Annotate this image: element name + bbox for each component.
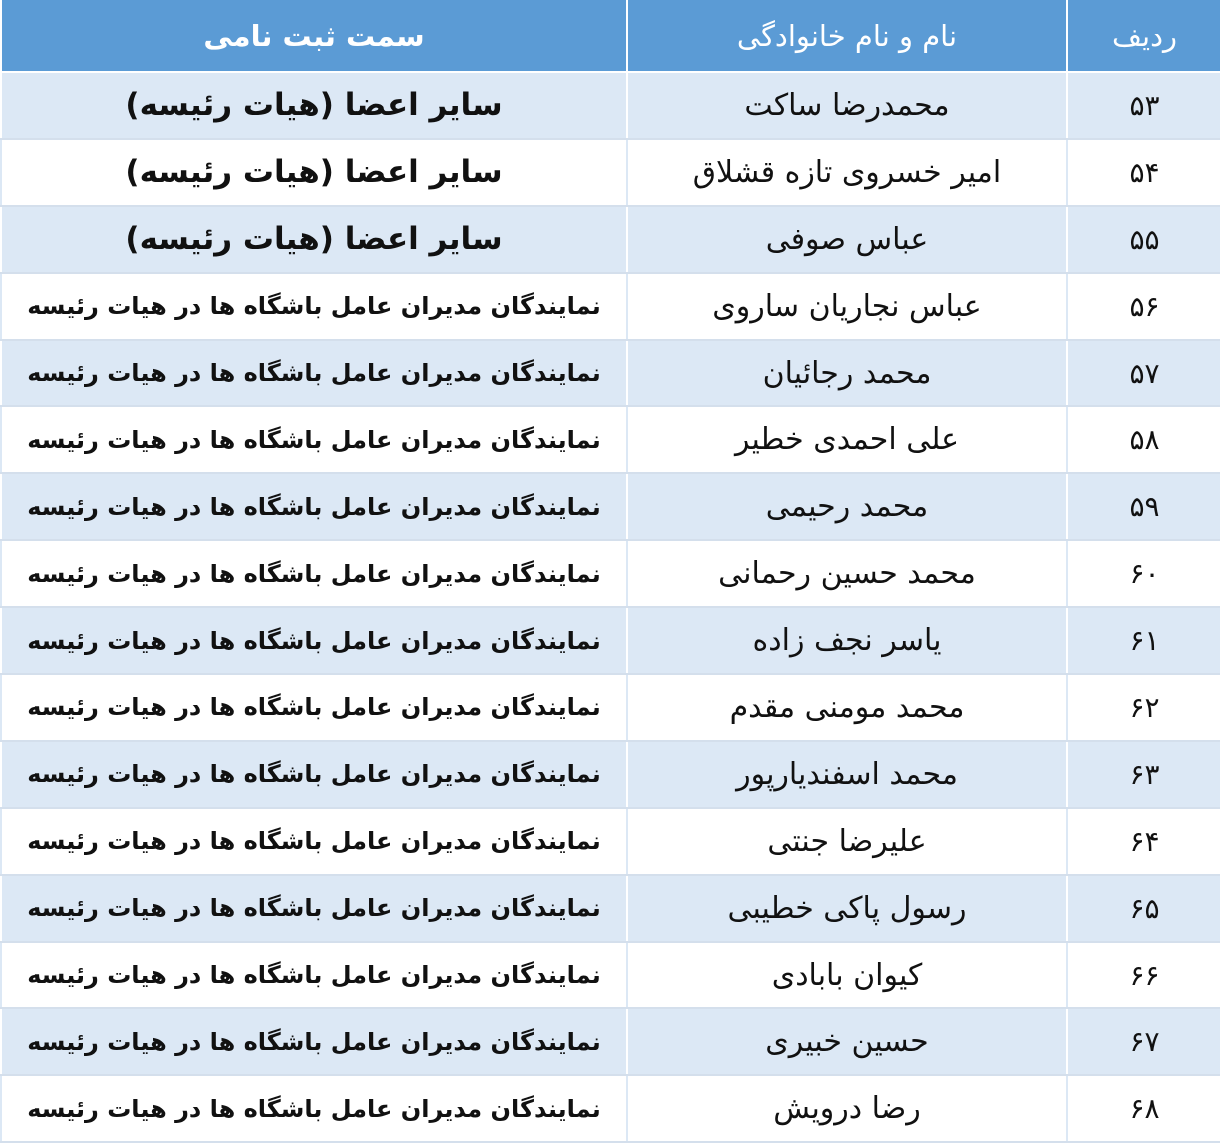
table-row (1, 473, 1220, 540)
table-row (1, 206, 1220, 273)
registered-position: نمایندگان مدیران عامل باشگاه ها در هیات رئیسه (1, 741, 627, 808)
registered-position: نمایندگان مدیران عامل باشگاه ها در هیات رئیسه (1, 1008, 627, 1075)
full-name: علیرضا جنتی (627, 808, 1067, 875)
table-row (1, 72, 1220, 139)
full-name: محمد رحیمی (627, 473, 1067, 540)
registered-position: نمایندگان مدیران عامل باشگاه ها در هیات رئیسه (1, 406, 627, 473)
full-name: محمد رجائیان (627, 340, 1067, 407)
registered-position: نمایندگان مدیران عامل باشگاه ها در هیات رئیسه (1, 540, 627, 607)
full-name: حسین خبیری (627, 1008, 1067, 1075)
table-row (1, 540, 1220, 607)
table-row (1, 808, 1220, 875)
full-name: علی احمدی خطیر (627, 406, 1067, 473)
full-name: رسول پاکی خطیبی (627, 875, 1067, 942)
registered-position: سایر اعضا (هیات رئیسه) (1, 72, 627, 139)
full-name: یاسر نجف زاده (627, 607, 1067, 674)
row-number: ۶۳ (1067, 741, 1220, 808)
header-full-name: نام و نام خانوادگی (627, 0, 1067, 72)
row-number: ۵۳ (1067, 72, 1220, 139)
row-number: ۵۴ (1067, 139, 1220, 206)
row-number: ۶۶ (1067, 942, 1220, 1009)
row-number: ۵۵ (1067, 206, 1220, 273)
row-number: ۵۹ (1067, 473, 1220, 540)
row-number: ۶۵ (1067, 875, 1220, 942)
registered-position: نمایندگان مدیران عامل باشگاه ها در هیات رئیسه (1, 674, 627, 741)
row-number: ۶۲ (1067, 674, 1220, 741)
full-name: عباس نجاریان ساروی (627, 273, 1067, 340)
registered-position: نمایندگان مدیران عامل باشگاه ها در هیات رئیسه (1, 1075, 627, 1142)
full-name: کیوان بابادی (627, 942, 1067, 1009)
header-row (1, 0, 1220, 72)
full-name: عباس صوفی (627, 206, 1067, 273)
row-number: ۶۱ (1067, 607, 1220, 674)
full-name: محمدرضا ساکت (627, 72, 1067, 139)
table-row (1, 1008, 1220, 1075)
registered-position: نمایندگان مدیران عامل باشگاه ها در هیات رئیسه (1, 875, 627, 942)
table-row (1, 674, 1220, 741)
row-number: ۶۴ (1067, 808, 1220, 875)
registered-position: سایر اعضا (هیات رئیسه) (1, 139, 627, 206)
row-number: ۵۷ (1067, 340, 1220, 407)
row-number: ۶۷ (1067, 1008, 1220, 1075)
registered-position: نمایندگان مدیران عامل باشگاه ها در هیات رئیسه (1, 340, 627, 407)
registered-position: نمایندگان مدیران عامل باشگاه ها در هیات رئیسه (1, 607, 627, 674)
registered-position: نمایندگان مدیران عامل باشگاه ها در هیات رئیسه (1, 808, 627, 875)
table-row (1, 406, 1220, 473)
table-row (1, 875, 1220, 942)
table-row (1, 607, 1220, 674)
full-name: محمد اسفندیارپور (627, 741, 1067, 808)
registered-position: نمایندگان مدیران عامل باشگاه ها در هیات رئیسه (1, 942, 627, 1009)
table-row (1, 340, 1220, 407)
full-name: محمد حسین رحمانی (627, 540, 1067, 607)
table-row (1, 273, 1220, 340)
registered-position: سایر اعضا (هیات رئیسه) (1, 206, 627, 273)
full-name: امیر خسروی تازه قشلاق (627, 139, 1067, 206)
header-registered-position: سمت ثبت نامی (1, 0, 627, 72)
row-number: ۵۶ (1067, 273, 1220, 340)
header-row-number: ردیف (1067, 0, 1220, 72)
full-name: رضا درویش (627, 1075, 1067, 1142)
table-row (1, 942, 1220, 1009)
row-number: ۶۰ (1067, 540, 1220, 607)
table-row (1, 741, 1220, 808)
registered-position: نمایندگان مدیران عامل باشگاه ها در هیات رئیسه (1, 473, 627, 540)
table-row (1, 139, 1220, 206)
row-number: ۵۸ (1067, 406, 1220, 473)
full-name: محمد مومنی مقدم (627, 674, 1067, 741)
registered-position: نمایندگان مدیران عامل باشگاه ها در هیات رئیسه (1, 273, 627, 340)
table-row (1, 1075, 1220, 1142)
row-number: ۶۸ (1067, 1075, 1220, 1142)
